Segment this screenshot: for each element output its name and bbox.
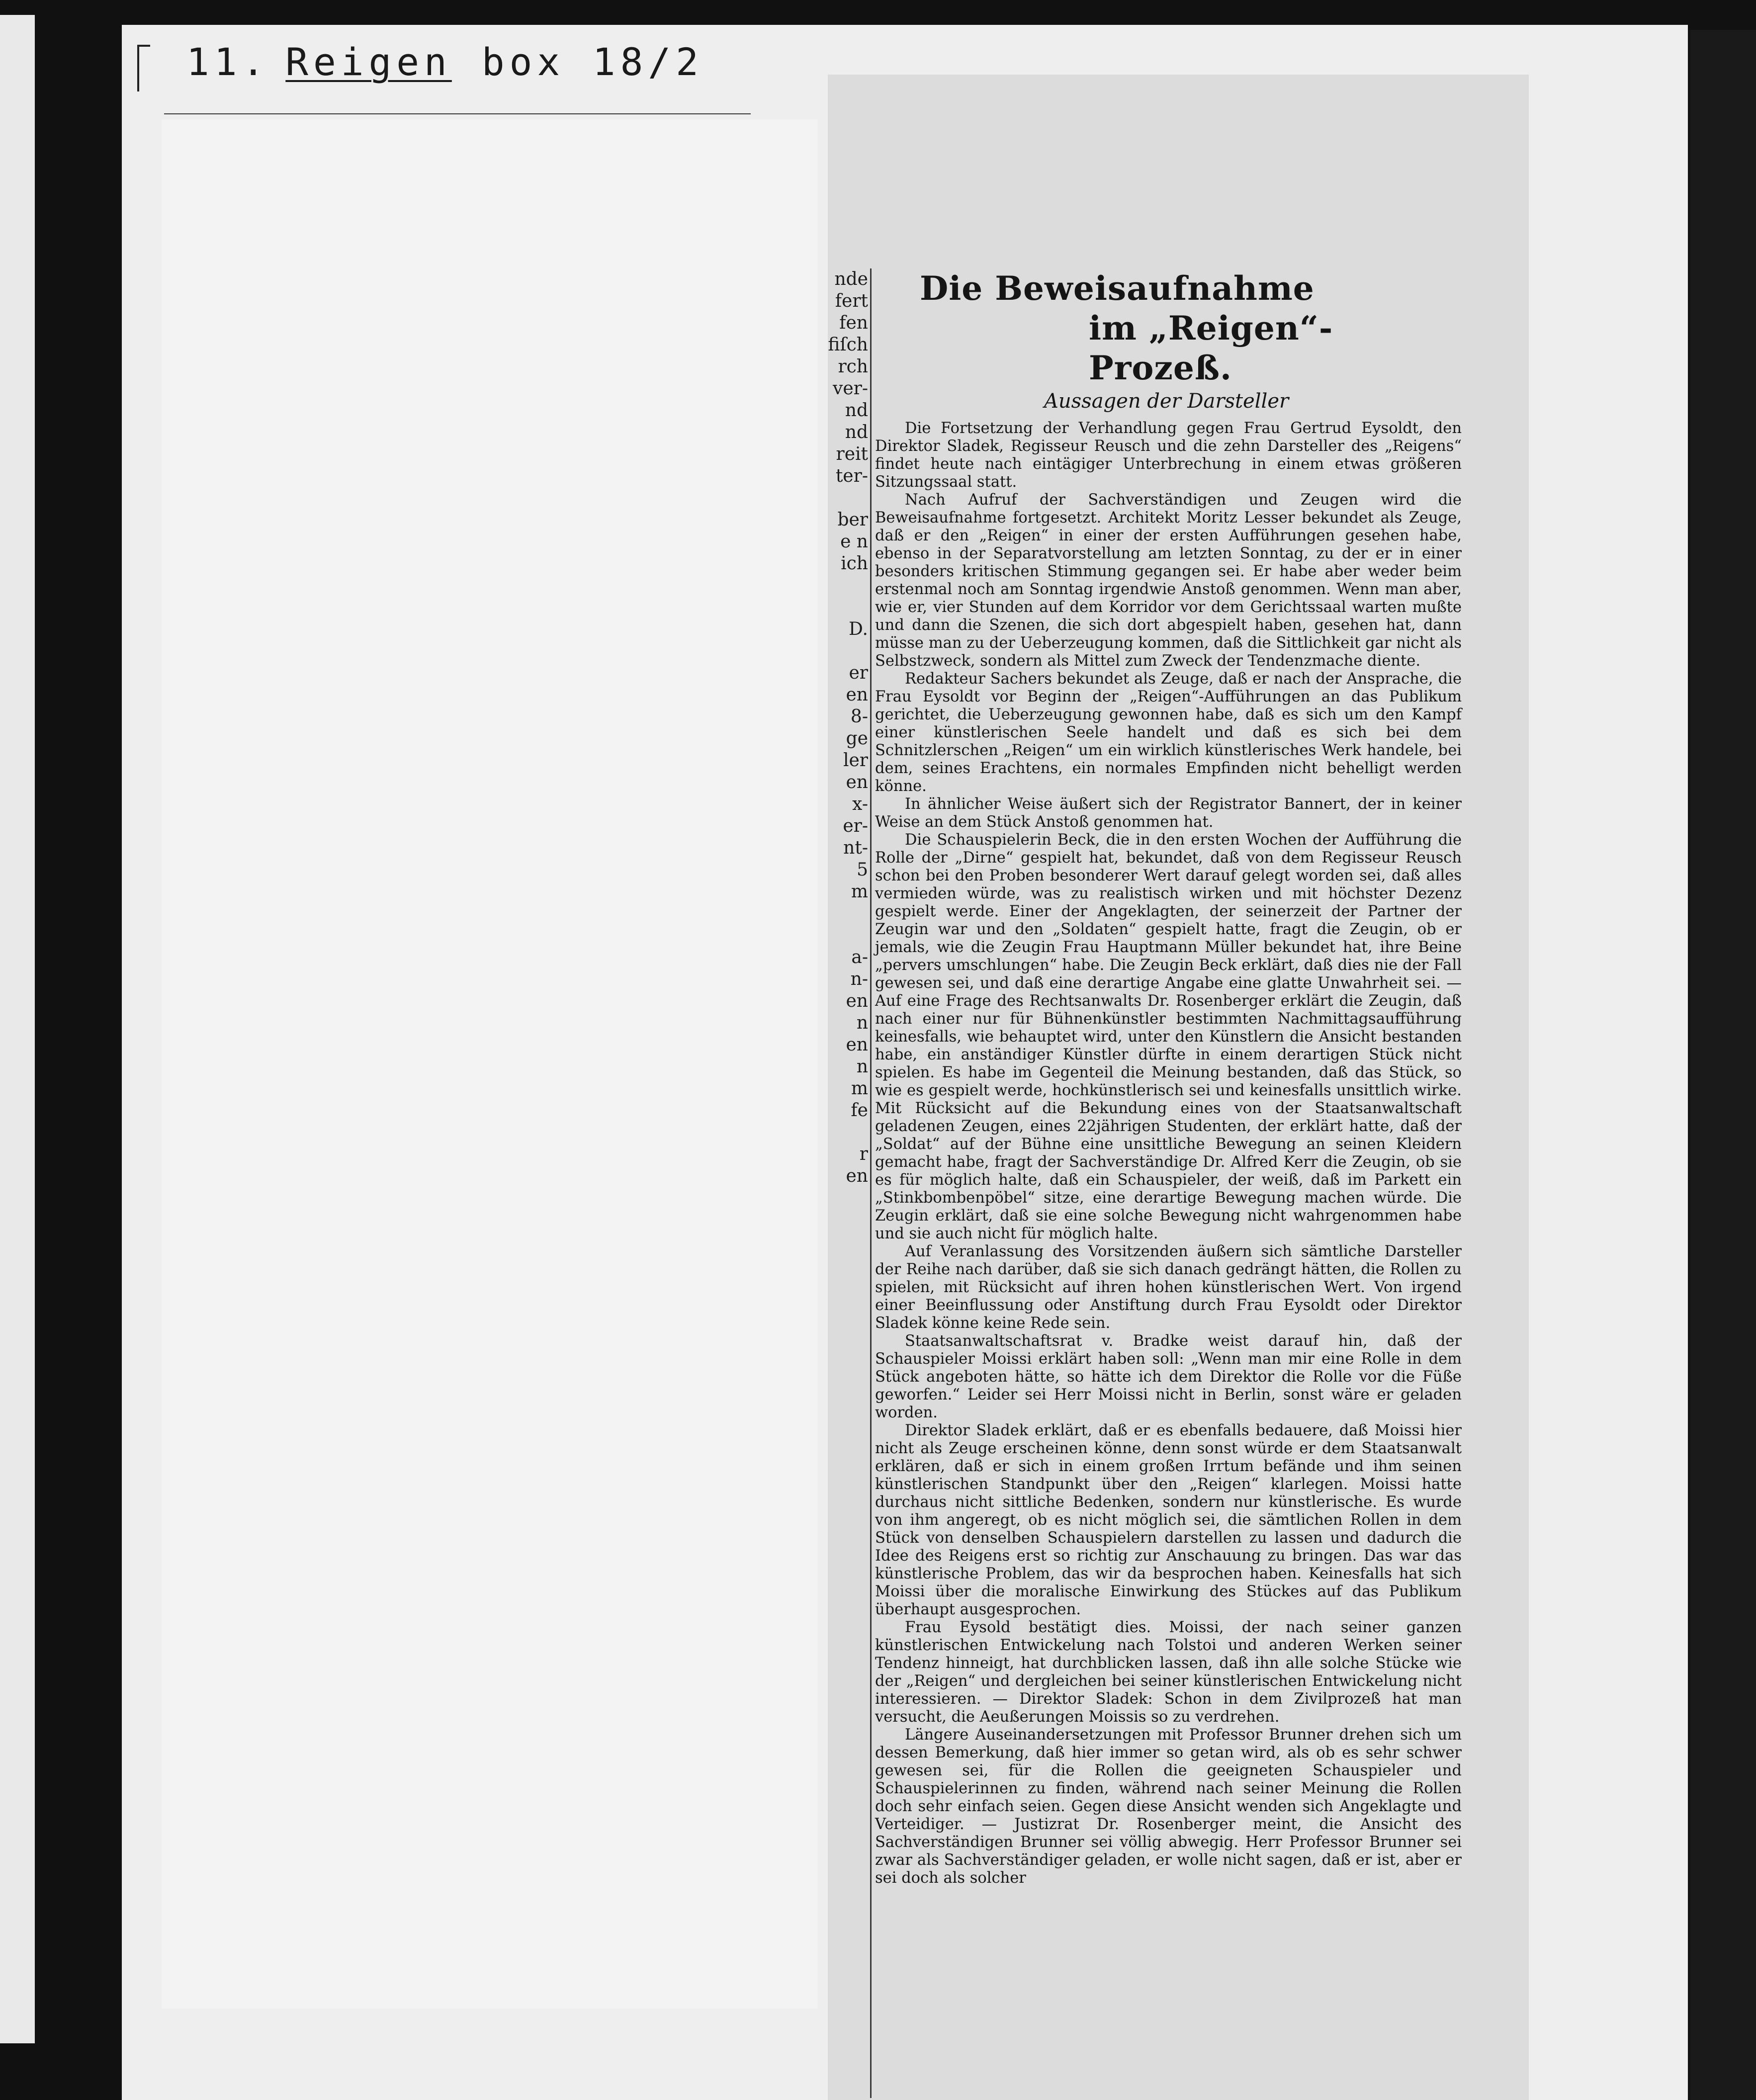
article-paragraph: Redakteur Sachers bekundet als Zeuge, daß er nach der Ansprache, die Frau Eysoldt vor Beginn der „Reigen“-Aufführungen an das Publikum gerichtet, die Ueberzeugung gewonnen habe, daß es sich um den Kampf einer künstlerischen Seele handelt und daß es sich bei dem Schnitzlerschen „Reigen“ um ein wirklich künstlerisches Werk handele, bei dem, seines Erachtens, ein normales Empfinden nicht behelligt werden könne. [875, 670, 1462, 795]
fragment-line [825, 640, 868, 662]
fragment-line [825, 903, 868, 925]
article-paragraph: Frau Eysold bestätigt dies. Moissi, der nach seiner ganzen künstlerischen Entwickelung nach Tolstoi und anderen Werken seiner Tendenz hinneigt, hat durchblicken lassen, daß ihn alle solche Stücke wie der „Reigen“ und dergleichen bei seiner künstlerischen Entwickelung nicht interessieren. — Direktor Sladek: Schon in dem Zivilprozeß hat man versucht, die Aeußerungen Moissis so zu verdrehen. [875, 1619, 1462, 1726]
archive-title: Reigen [285, 40, 452, 84]
fragment-line: 5 [857, 860, 868, 880]
fragment-line: x- [852, 794, 868, 814]
fragment-line: fiſch [828, 335, 868, 355]
article-paragraph: Nach Aufruf der Sachverständigen und Zeugen wird die Beweisaufnahme fortgesetzt. Architekt Moritz Lesser bekundet als Zeuge, daß er den „Reigen“ in einer der ersten Aufführungen gesehen habe, ebenso in der Separatvorstellung am letzten Sonntag, zu der er in einer besonders kritischen Stimmung gegangen sei. Er habe aber weder beim erstenmal noch am Sonntag irgendwie Anstoß genommen. Wenn man aber, wie er, vier Stunden auf dem Korridor vor dem Gerichtssaal warten mußte und dann die Szenen, die sich dort abgespielt haben, gesehen hat, dann müsse man zu der Ueberzeugung kommen, daß die Sittlichkeit gar nicht als Selbstzweck, sondern als Mittel zum Zweck der Tendenzmache diente. [875, 491, 1462, 670]
fragment-line: nd [845, 400, 868, 421]
article-paragraph: In ähnlicher Weise äußert sich der Registrator Bannert, der in keiner Weise an dem Stück Anstoß genommen hat. [875, 795, 1462, 831]
corner-bracket-mark [137, 45, 150, 91]
adjacent-column-fragment [825, 268, 868, 1760]
fragment-line: er [849, 663, 868, 683]
article-headline-line1: Die Beweisaufnahme [920, 269, 1315, 308]
fragment-line: rch [838, 356, 868, 377]
fragment-line: D. [848, 619, 868, 639]
fragment-line: en [846, 685, 868, 705]
archive-box: box 18/2 [481, 40, 703, 84]
article-paragraph: Die Fortsetzung der Verhandlung gegen Frau Gertrud Eysoldt, den Direktor Sladek, Regisseur Reusch und die zehn Darsteller des „Reigens“ findet heute nach eintägiger Unterbrechung in einem etwas größeren Sitzungssaal statt. [875, 420, 1462, 491]
article-subheading: Aussagen der Darsteller [1044, 390, 1289, 413]
article-body [875, 420, 1462, 1887]
fragment-line: nt- [843, 838, 868, 858]
fragment-line: ber [837, 510, 868, 530]
fragment-line: ich [841, 553, 868, 574]
header-rule [164, 113, 751, 114]
fragment-line: fert [835, 291, 868, 311]
fragment-line: reit [836, 444, 868, 464]
fragment-line [825, 925, 868, 947]
fragment-line: 8- [850, 706, 868, 727]
fragment-line: en [846, 991, 868, 1011]
article-paragraph: Auf Veranlassung des Vorsitzenden äußern sich sämtliche Darsteller der Reihe nach darüber, daß sie sich danach gedrängt hätten, die Rollen zu spielen, mit Rücksicht auf ihren hohen künstlerischen Wert. Von irgend einer Beeinflussung oder Anstiftung durch Frau Eysoldt oder Direktor Sladek könne keine Rede sein. [875, 1243, 1462, 1332]
fragment-line [825, 597, 868, 618]
fragment-line [825, 487, 868, 509]
fragment-line: e n [840, 531, 868, 552]
fragment-line: n [856, 1013, 868, 1033]
archive-number: 11. [186, 40, 270, 84]
blank-page-area [162, 119, 818, 2009]
fragment-line: fen [839, 313, 868, 333]
fragment-line: m [851, 1078, 868, 1099]
article-paragraph: Direktor Sladek erklärt, daß er es ebenfalls bedauere, daß Moissi hier nicht als Zeuge erscheinen könne, denn sonst würde er dem Staatsanwalt erklären, daß er sich in einem großen Irrtum befände und ihm seinen künstlerischen Standpunkt über den „Reigen“ klarlegen. Moissi hatte durchaus nicht sittliche Bedenken, sondern nur künstlerische. Es wurde von ihm angeregt, ob es nicht möglich sei, die sämtlichen Rollen in dem Stück von denselben Schauspielern darstellen zu lassen und dadurch die Idee des Reigens erst so richtig zur Anschauung zu bringen. Das war das künstlerische Problem, das wir da besprochen haben. Keinesfalls hat sich Moissi über die moralische Einwirkung des Stückes auf das Publikum überhaupt ausgesprochen. [875, 1422, 1462, 1618]
column-rule [870, 268, 872, 2098]
fragment-line: ver- [832, 378, 868, 399]
article [875, 268, 1462, 1887]
article-paragraph: Längere Auseinandersetzungen mit Professor Brunner drehen sich um dessen Bemerkung, daß hier immer so getan wird, als ob es sehr schwer gewesen sei, für die Rollen die geeigneten Schauspieler und Schauspielerinnen zu finden, während nach seiner Meinung die Rollen doch sehr einfach seien. Gegen diese Ansicht wenden sich Angeklagte und Verteidiger. — Justizrat Dr. Rosenberger meint, die Ansicht des Sachverständigen Brunner sei völlig abwegig. Herr Professor Brunner sei zwar als Sachverständiger geladen, er wolle nicht sagen, daß er ist, aber er sei doch als solcher [875, 1726, 1462, 1887]
fragment-line: r [859, 1144, 868, 1164]
scan-border-right [1690, 30, 1756, 2100]
fragment-line: en [846, 1166, 868, 1186]
article-paragraph: Die Schauspielerin Beck, die in den ersten Wochen der Aufführung die Rolle der „Dirne“ gespielt hat, bekundet, daß von dem Regisseur Reusch schon bei den Proben besonderer Wert darauf gelegt worden sei, daß alles vermieden würde, was zu realistisch wirken und mit höchster Dezenz gespielt werde. Einer der Angeklagten, der seinerzeit der Partner der Zeugin war und den „Soldaten“ gespielt hatte, fragt die Zeugin, ob er jemals, wie die Zeugin Frau Hauptmann Müller bekundet hat, ihre Beine „pervers umschlungen“ habe. Die Zeugin Beck erklärt, daß dies nie der Fall gewesen sei, und daß eine derartige Angabe eine glatte Unwahrheit sei. — Auf eine Frage des Rechtsanwalts Dr. Rosenberger erklärt die Zeugin, daß nach einer nur für Bühnenkünstler bestimmten Nachmittagsaufführung keinesfalls, wie behauptet wird, unter den Künstlern die Ansicht bestanden habe, ein anständiger Künstler dürfte in einem derartigen Stück nicht spielen. Es habe im Gegenteil die Meinung bestanden, daß das Stück, so wie es gespielt werde, hochkünstlerisch sei und keinesfalls unsittlich wirke. Mit Rücksicht auf die Bekundung eines von der Staatsanwaltschaft geladenen Zeugen, eines 22jährigen Studenten, der erklärt hatte, daß der „Soldat“ auf der Bühne eine unsittliche Bewegung an seinen Kleidern gemacht habe, fragt der Sachverständige Dr. Alfred Kerr die Zeugin, ob sie es für möglich halte, daß ein Schauspieler, der weiß, daß im Parkett ein „Stinkbombenpöbel“ sitze, eine derartige Bewegung machen würde. Die Zeugin erklärt, daß sie eine solche Bewegung nicht wahrgenommen habe und sie auch nicht für möglich halte. [875, 831, 1462, 1242]
fragment-line [825, 1122, 868, 1143]
fragment-line: fe [851, 1100, 868, 1121]
fragment-line: nd [845, 422, 868, 442]
fragment-line: m [851, 881, 868, 902]
fragment-line: nde [834, 269, 868, 289]
fragment-line: n- [850, 969, 868, 989]
article-headline-line2: im „Reigen“-Prozeß. [1089, 309, 1333, 387]
adjacent-page-edge [0, 15, 35, 2043]
fragment-line: er- [843, 816, 868, 836]
fragment-line [825, 575, 868, 597]
archive-label [186, 40, 703, 84]
fragment-line: ter- [835, 466, 868, 486]
fragment-line: en [846, 772, 868, 792]
fragment-line: en [846, 1035, 868, 1055]
fragment-line: ge [846, 728, 868, 749]
article-paragraph: Staatsanwaltschaftsrat v. Bradke weist darauf hin, daß der Schauspieler Moissi erklärt haben soll: „Wenn man mir eine Rolle in dem Stück angeboten hätte, so hätte ich dem Direktor die Rolle vor die Füße geworfen.“ Leider sei Herr Moissi nicht in Berlin, sonst wäre er geladen worden. [875, 1332, 1462, 1421]
fragment-line: a- [851, 947, 868, 967]
fragment-line: ler [843, 750, 868, 771]
fragment-line: n [856, 1056, 868, 1077]
